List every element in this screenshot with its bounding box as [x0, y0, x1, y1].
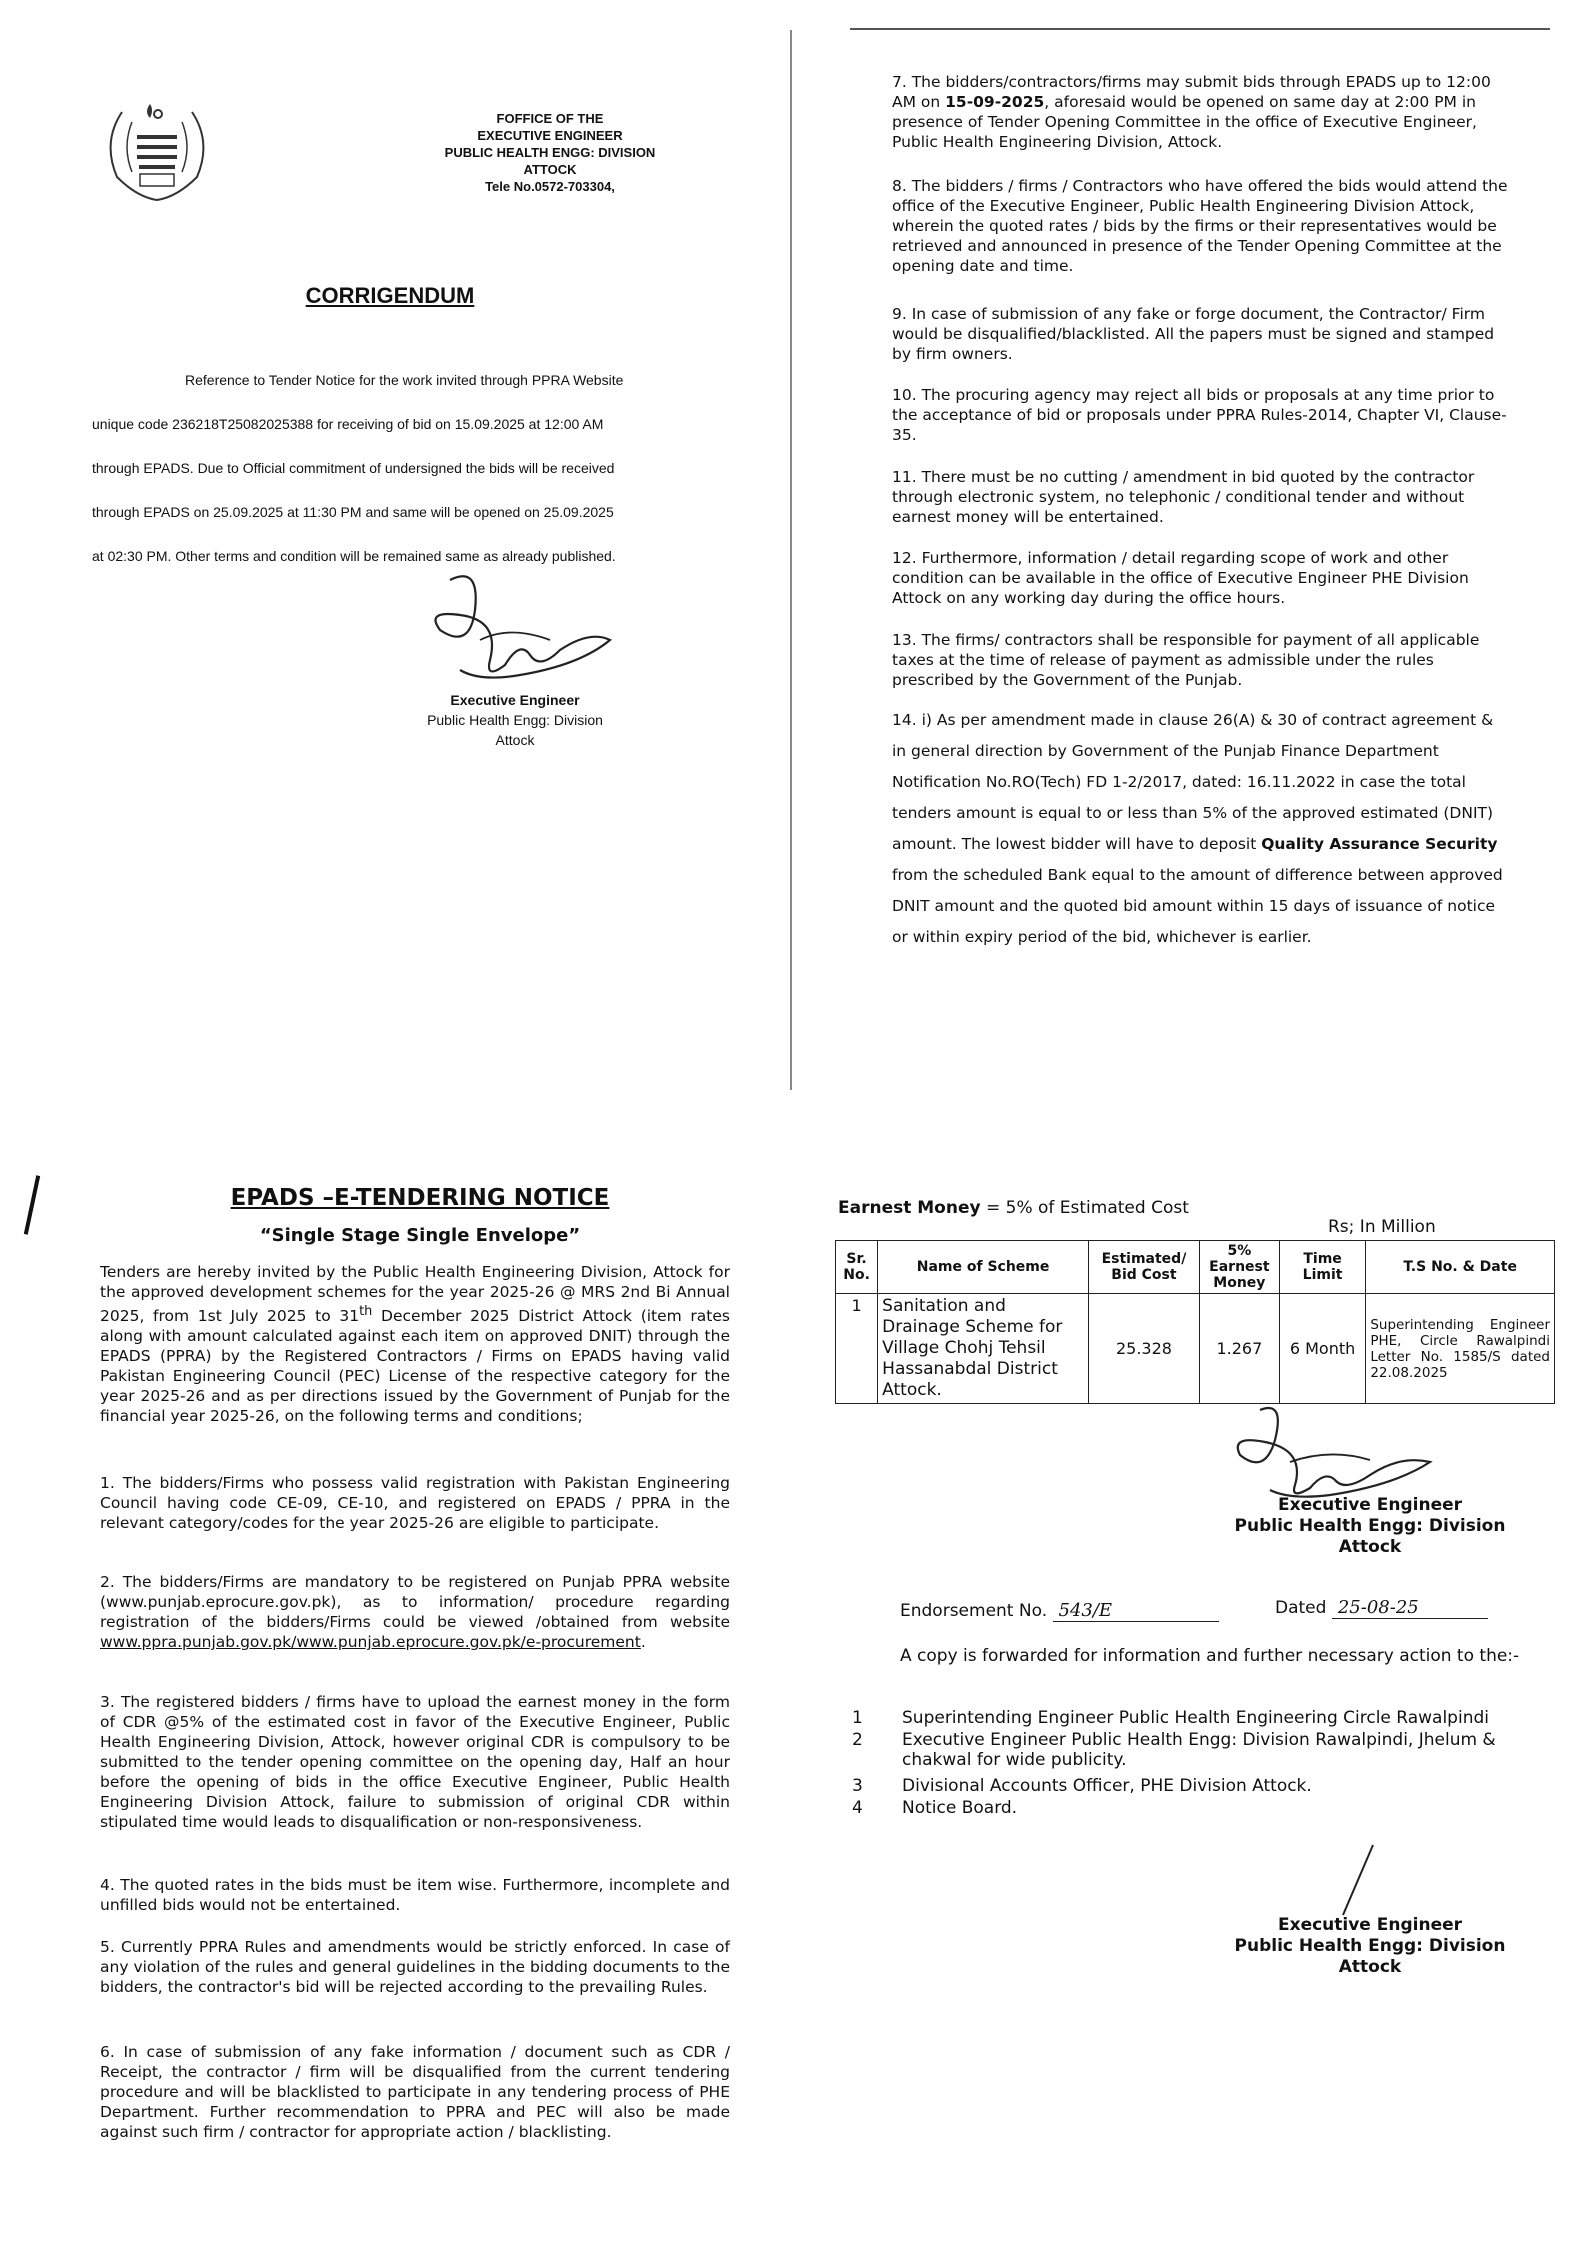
- scheme-table: [835, 1240, 1555, 1404]
- column-header: Time Limit: [1279, 1241, 1366, 1294]
- superscript: th: [359, 1304, 373, 1319]
- condition-9: 9. In case of submission of any fake or forge document, the Contractor/ Firm would be disqualified/blacklisted. All the papers must be signed and stamped by firm owners.: [892, 305, 1495, 363]
- corrigendum-body-line: at 02:30 PM. Other terms and condition will be remained same as already published.: [92, 548, 616, 564]
- notice-term-2: [100, 1572, 730, 1652]
- notice-term-3: 3. The registered bidders / firms have to upload the earnest money in the form of CDR @5% of the estimated cost in favor of the Executive Engineer, Public Health Engineering Division, Attock, however original CDR is compulsory to be submitted to the tender opening committee on the opening day, Half an hour before the opening of bids in the office Executive Engineer, Public Health Engineering Division Attock, failure to submission of original CDR within stipulated time would leads to disqualification or non-responsiveness.: [100, 1693, 730, 1831]
- copy-forward-text: A copy is forwarded for information and further necessary action to the:-: [900, 1646, 1520, 1666]
- signature: [1220, 1400, 1440, 1510]
- signature: [420, 570, 620, 700]
- condition-14-text: from the scheduled Bank equal to the amount of difference between approved DNIT amount and the quoted bid amount within 15 days of issuance of notice or within expiry period of the bid, whichever is earlier.: [892, 866, 1503, 946]
- cell-scheme-name: Sanitation and Drainage Scheme for Village Chohj Tehsil Hassanabdal District Attock.: [878, 1294, 1089, 1404]
- distribution-text: Notice Board.: [902, 1798, 1018, 1818]
- condition-8: 8. The bidders / firms / Contractors who have offered the bids would attend the office of the Executive Engineer, Public Health Engineering Division Attock, wherein the quoted rates / bids by the firms or their representatives would be retrieved and announced in presence of the Tender Opening Committee at the opening date and time.: [892, 177, 1508, 275]
- distribution-number: 4: [852, 1798, 863, 1818]
- endorsement-number: 543/E: [1053, 1600, 1219, 1622]
- earnest-money-rate: = 5% of Estimated Cost: [980, 1198, 1189, 1218]
- notice-term-2-text: .: [640, 1633, 646, 1651]
- column-header: Estimated/ Bid Cost: [1088, 1241, 1199, 1294]
- notice-subtitle: “Single Stage Single Envelope”: [259, 1225, 581, 1246]
- condition-7: [892, 72, 1512, 152]
- condition-7-text: 7. The bidders/contractors/firms may submit bids through EPADS up to 12:00 AM on: [892, 73, 1491, 111]
- punjab-emblem-icon: [92, 92, 222, 207]
- office-line: Tele No.0572-703304,: [485, 179, 615, 194]
- office-line: EXECUTIVE ENGINEER: [477, 128, 623, 143]
- condition-14-bold: Quality Assurance Security: [1261, 835, 1498, 853]
- initials: [1338, 1840, 1378, 1920]
- condition-14: [892, 705, 1512, 953]
- condition-11: 11. There must be no cutting / amendment in bid quoted by the contractor through electronic system, no telephonic / conditional tender and without earnest money will be entertained.: [892, 468, 1475, 526]
- notice-term-2-text: 2. The bidders/Firms are mandatory to be registered on Punjab PPRA website (www.punjab.eprocure.gov.pk), as to information/ procedure regarding registration of the bidders/Firms could be viewed /obtained from website: [100, 1573, 730, 1631]
- divider: [850, 28, 1550, 30]
- distribution-number: 2: [852, 1730, 863, 1750]
- notice-term-6: 6. In case of submission of any fake information / document such as CDR / Receipt, the contractor / firm will be disqualified from the current tendering procedure and will be blacklisted to participate in any tendering process of PHE Department. Further recommendation to PPRA and PEC will also be made against such firm / contractor for appropriate action / blacklisting.: [100, 2043, 730, 2141]
- conditions-page: [790, 0, 1586, 1120]
- signatory-block: [1220, 1495, 1520, 1558]
- notice-intro-text: December 2025 District Attock (item rates along with amount calculated against each item on approved DNIT) through the EPADS (PPRA) by the Registered Contractors / Firms on EPADS having valid Pakistan Engineering Council (PEC) License of the respective category for the year 2025-26 and as per directions issued by the Government of Punjab for the financial year 2025-26, on the following terms and conditions;: [100, 1307, 730, 1426]
- condition-14-text: 14. i) As per amendment made in clause 26(A) & 30 of contract agreement & in general direction by Government of the Punjab Finance Department Notification No.RO(Tech) FD 1-2/2017, dated: 16.11.2022 in case the total tenders amount is equal to or less than 5% of the approved estimated (DNIT) amount. The lowest bidder will have to deposit: [892, 711, 1494, 853]
- table-header-row: [836, 1241, 1555, 1294]
- table-row: [836, 1294, 1555, 1404]
- signatory-division: Public Health Engg: Division: [1234, 1936, 1506, 1956]
- condition-10: 10. The procuring agency may reject all bids or proposals at any time prior to the acceptance of bid or proposals under PPRA Rules-2014, Chapter VI, Clause-35.: [892, 386, 1507, 444]
- corrigendum-page: [0, 0, 790, 1120]
- dated-value: 25-08-25: [1332, 1597, 1488, 1619]
- signatory-location: Attock: [495, 732, 535, 748]
- column-header: Sr. No.: [836, 1241, 878, 1294]
- corrigendum-body-line: through EPADS. Due to Official commitment of undersigned the bids will be received: [92, 460, 615, 476]
- distribution-number: 1: [852, 1708, 863, 1728]
- office-line: FOFFICE OF THE: [496, 111, 604, 126]
- cell-sr-no: 1: [836, 1294, 878, 1404]
- distribution-item: [852, 1708, 1552, 1728]
- column-header: 5% Earnest Money: [1199, 1241, 1279, 1294]
- distribution-item: [852, 1776, 1552, 1796]
- notice-intro-text: Tenders are hereby invited by the Public Health Engineering Division, Attock for the approved development schemes for the year 2025-26 @ MRS 2nd Bi Annual 2025, from 1st July 2025 to 31: [100, 1263, 730, 1326]
- distribution-text: Divisional Accounts Officer, PHE Division Attock.: [902, 1776, 1312, 1796]
- corrigendum-body-line: through EPADS on 25.09.2025 at 11:30 PM and same will be opened on 25.09.2025: [92, 504, 614, 520]
- procurement-link[interactable]: www.ppra.punjab.gov.pk/www.punjab.eprocure.gov.pk/e-procurement: [100, 1633, 641, 1651]
- notice-term-4: 4. The quoted rates in the bids must be item wise. Furthermore, incomplete and unfilled bids would not be entertained.: [100, 1876, 730, 1914]
- signatory-title: Executive Engineer: [450, 692, 580, 708]
- notice-term-5: 5. Currently PPRA Rules and amendments would be strictly enforced. In case of any violation of the rules and general guidelines in the bidding documents to the bidders, the contractor's bid will be rejected according to the prevailing Rules.: [100, 1938, 730, 1996]
- condition-12: 12. Furthermore, information / detail regarding scope of work and other condition can be available in the office of Executive Engineer PHE Division Attock on any working day during the office hours.: [892, 549, 1469, 607]
- condition-7-text: , aforesaid would be opened on same day at 2:00 PM in presence of Tender Opening Committee in the office of Executive Engineer, Public Health Engineering Division, Attock.: [892, 93, 1477, 151]
- corrigendum-title: CORRIGENDUM: [305, 283, 475, 308]
- dated-label: Dated: [1275, 1598, 1327, 1618]
- corrigendum-body-line: Reference to Tender Notice for the work invited through PPRA Website: [185, 372, 624, 388]
- office-heading: [400, 110, 700, 195]
- signatory-location: Attock: [1338, 1957, 1402, 1977]
- endorsement-label: Endorsement No.: [900, 1601, 1048, 1621]
- distribution-item: [852, 1730, 1552, 1770]
- notice-intro: [100, 1262, 730, 1426]
- dated: [1275, 1597, 1488, 1619]
- margin-mark: [24, 1175, 40, 1235]
- column-header: Name of Scheme: [878, 1241, 1089, 1294]
- corrigendum-body-line: unique code 236218T25082025388 for receiving of bid on 15.09.2025 at 12:00 AM: [92, 416, 604, 432]
- cell-estimated-cost: 25.328: [1088, 1294, 1199, 1404]
- tender-notice-page: [0, 1120, 790, 2246]
- cell-earnest-money: 1.267: [1199, 1294, 1279, 1404]
- divider: [790, 30, 792, 1090]
- signatory-title: Executive Engineer: [1277, 1915, 1463, 1935]
- signatory-block: [395, 690, 635, 750]
- cell-time-limit: 6 Month: [1279, 1294, 1366, 1404]
- notice-term-1: 1. The bidders/Firms who possess valid registration with Pakistan Engineering Council having code CE-09, CE-10, and registered on EPADS / PPRA in the relevant category/codes for the year 2025-26 are eligible to participate.: [100, 1474, 730, 1532]
- signatory-block: [1220, 1915, 1520, 1978]
- signatory-division: Public Health Engg: Division: [1234, 1516, 1506, 1536]
- signatory-location: Attock: [1338, 1537, 1402, 1557]
- cell-ts-no-date: Superintending Engineer PHE, Circle Rawalpindi Letter No. 1585/S dated 22.08.2025: [1366, 1294, 1555, 1404]
- office-line: PUBLIC HEALTH ENGG: DIVISION: [444, 145, 656, 160]
- column-header: T.S No. & Date: [1366, 1241, 1555, 1294]
- signatory-division: Public Health Engg: Division: [427, 712, 603, 728]
- units-label: Rs; In Million: [1328, 1217, 1436, 1237]
- office-line: ATTOCK: [523, 162, 577, 177]
- endorsement: [900, 1600, 1219, 1622]
- condition-7-date: 15-09-2025: [945, 93, 1045, 111]
- earnest-money-line: [838, 1198, 1189, 1218]
- distribution-text: Executive Engineer Public Health Engg: Division Rawalpindi, Jhelum & chakwal for wide publicity.: [902, 1730, 1496, 1770]
- condition-13: 13. The firms/ contractors shall be responsible for payment of all applicable taxes at the time of release of payment as admissible under the rules prescribed by the Government of the Punjab.: [892, 631, 1480, 689]
- distribution-item: [852, 1798, 1552, 1818]
- distribution-text: Superintending Engineer Public Health Engineering Circle Rawalpindi: [902, 1708, 1489, 1728]
- schedule-page: [790, 1120, 1586, 2246]
- distribution-number: 3: [852, 1776, 863, 1796]
- notice-title: EPADS –E-TENDERING NOTICE: [230, 1185, 610, 1211]
- signatory-title: Executive Engineer: [1277, 1495, 1463, 1515]
- earnest-money-label: Earnest Money: [838, 1198, 981, 1218]
